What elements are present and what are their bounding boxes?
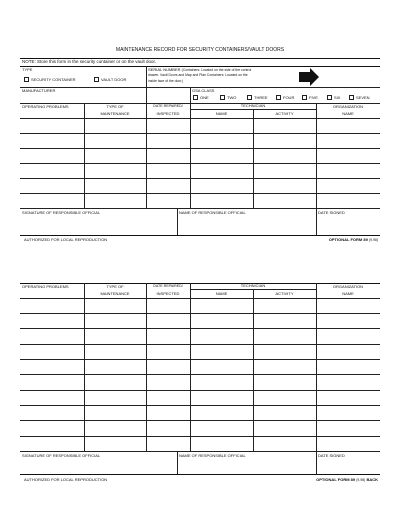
- table-column-line: [84, 283, 85, 451]
- signature-label: SIGNATURE OF RESPONSIBLE OFFICIAL: [22, 453, 101, 458]
- technician-activity-header: ACTIVITY: [275, 291, 294, 296]
- operating-problems-header: OPERATING PROBLEMS: [22, 104, 69, 109]
- table-column-line: [316, 283, 317, 451]
- type-of-maintenance-header: MAINTENANCE: [100, 111, 130, 116]
- technician-header: TECHNICIAN: [240, 283, 266, 288]
- form-number-back: OPTIONAL FORM 89 (9-98) BACK: [316, 477, 378, 482]
- table-row-line: [20, 148, 380, 149]
- divider: [146, 66, 147, 103]
- divider: [177, 451, 178, 474]
- divider: [20, 235, 380, 236]
- gsa-class-label: GSA CLASS: [192, 88, 215, 93]
- vault-door-label: VAULT DOOR: [101, 77, 127, 82]
- table-row-line: [20, 344, 380, 345]
- gsa-class-five-checkbox[interactable]: [302, 95, 307, 100]
- gsa-class-seven-label: SEVEN: [356, 95, 370, 100]
- organization-header: ORGANIZATION: [332, 284, 364, 289]
- gsa-class-two-checkbox[interactable]: [220, 95, 225, 100]
- authorized-reproduction-text: AUTHORIZED FOR LOCAL REPRODUCTION: [24, 237, 108, 242]
- table-column-line: [190, 103, 191, 208]
- type-of-maintenance-header: MAINTENANCE: [100, 291, 130, 296]
- serial-note: drawer. Vault Doors and Map and Plan Containers: Located on the: [148, 73, 248, 77]
- table-column-line: [146, 283, 147, 451]
- organization-header: NAME: [342, 291, 354, 296]
- gsa-class-five-label: FIVE: [309, 95, 318, 100]
- arrow-right-icon: [299, 68, 319, 86]
- table-row-line: [20, 118, 380, 119]
- type-of-maintenance-header: TYPE OF: [106, 284, 124, 289]
- gsa-class-four-checkbox[interactable]: [276, 95, 281, 100]
- gsa-class-seven-checkbox[interactable]: [349, 95, 354, 100]
- storage-note: NOTE: Store this form in the security container or on the vault door.: [22, 59, 157, 64]
- serial-number-label: SERIAL NUMBER (Containers: Located on the side of the control: [148, 67, 252, 72]
- gsa-class-six-checkbox[interactable]: [327, 95, 332, 100]
- gsa-class-one-label: ONE: [200, 95, 209, 100]
- gsa-class-two-label: TWO: [227, 95, 237, 100]
- table-row-line: [20, 133, 380, 134]
- technician-activity-header: ACTIVITY: [275, 111, 294, 116]
- type-label: TYPE: [22, 67, 33, 72]
- form-number: OPTIONAL FORM 89 (9-98): [328, 237, 378, 242]
- table-row-line: [20, 390, 380, 391]
- technician-header: TECHNICIAN: [240, 103, 266, 108]
- technician-name-header: NAME: [215, 111, 228, 116]
- official-name-label: NAME OF RESPONSIBLE OFFICIAL: [179, 453, 246, 458]
- serial-note: inside face of the door.): [148, 79, 184, 83]
- table-column-line: [146, 103, 147, 208]
- table-row-line: [20, 405, 380, 406]
- date-repaired-header: DATE REPAIRED/: [153, 284, 183, 288]
- table-row-line: [20, 359, 380, 360]
- table-column-line: [253, 109, 254, 208]
- divider: [20, 451, 380, 452]
- divider: [177, 208, 178, 235]
- table-row-line: [20, 436, 380, 437]
- technician-name-header: NAME: [215, 291, 228, 296]
- security-container-checkbox[interactable]: [24, 77, 29, 82]
- signature-label: SIGNATURE OF RESPONSIBLE OFFICIAL: [22, 210, 101, 215]
- gsa-class-one-checkbox[interactable]: [193, 95, 198, 100]
- table-column-line: [84, 103, 85, 208]
- divider: [20, 66, 380, 67]
- official-name-label: NAME OF RESPONSIBLE OFFICIAL: [179, 210, 246, 215]
- form-title: MAINTENANCE RECORD FOR SECURITY CONTAINERS/VAULT DOORS: [115, 47, 285, 53]
- divider: [20, 474, 380, 475]
- date-signed-label: DATE SIGNED: [318, 453, 345, 458]
- table-row-line: [20, 193, 380, 194]
- table-row-line: [20, 163, 380, 164]
- table-column-line: [316, 103, 317, 208]
- date-signed-label: DATE SIGNED: [318, 210, 345, 215]
- authorized-reproduction-text: AUTHORIZED FOR LOCAL REPRODUCTION: [24, 477, 108, 482]
- date-repaired-header: INSPECTED: [156, 291, 180, 296]
- operating-problems-header: OPERATING PROBLEMS: [22, 284, 69, 289]
- gsa-class-three-checkbox[interactable]: [247, 95, 252, 100]
- table-row-line: [20, 298, 380, 299]
- divider: [20, 208, 380, 209]
- security-container-label: SECURITY CONTAINER: [31, 77, 76, 82]
- date-repaired-header: INSPECTED: [156, 111, 180, 116]
- organization-header: ORGANIZATION: [332, 104, 364, 109]
- table-column-line: [253, 289, 254, 451]
- table-row-line: [20, 178, 380, 179]
- vault-door-checkbox[interactable]: [94, 77, 99, 82]
- divider: [316, 451, 317, 474]
- gsa-class-three-label: THREE: [254, 95, 268, 100]
- table-row-line: [20, 374, 380, 375]
- table-row-line: [20, 313, 380, 314]
- table-row-line: [20, 420, 380, 421]
- gsa-class-six-label: SIX: [334, 95, 341, 100]
- gsa-class-four-label: FOUR: [283, 95, 295, 100]
- type-of-maintenance-header: TYPE OF: [106, 104, 124, 109]
- date-repaired-header: DATE REPAIRED/: [153, 104, 183, 108]
- divider: [190, 87, 191, 103]
- manufacturer-label: MANUFACTURER: [22, 88, 56, 93]
- table-row-line: [20, 328, 380, 329]
- organization-header: NAME: [342, 111, 354, 116]
- table-column-line: [190, 283, 191, 451]
- divider: [316, 208, 317, 235]
